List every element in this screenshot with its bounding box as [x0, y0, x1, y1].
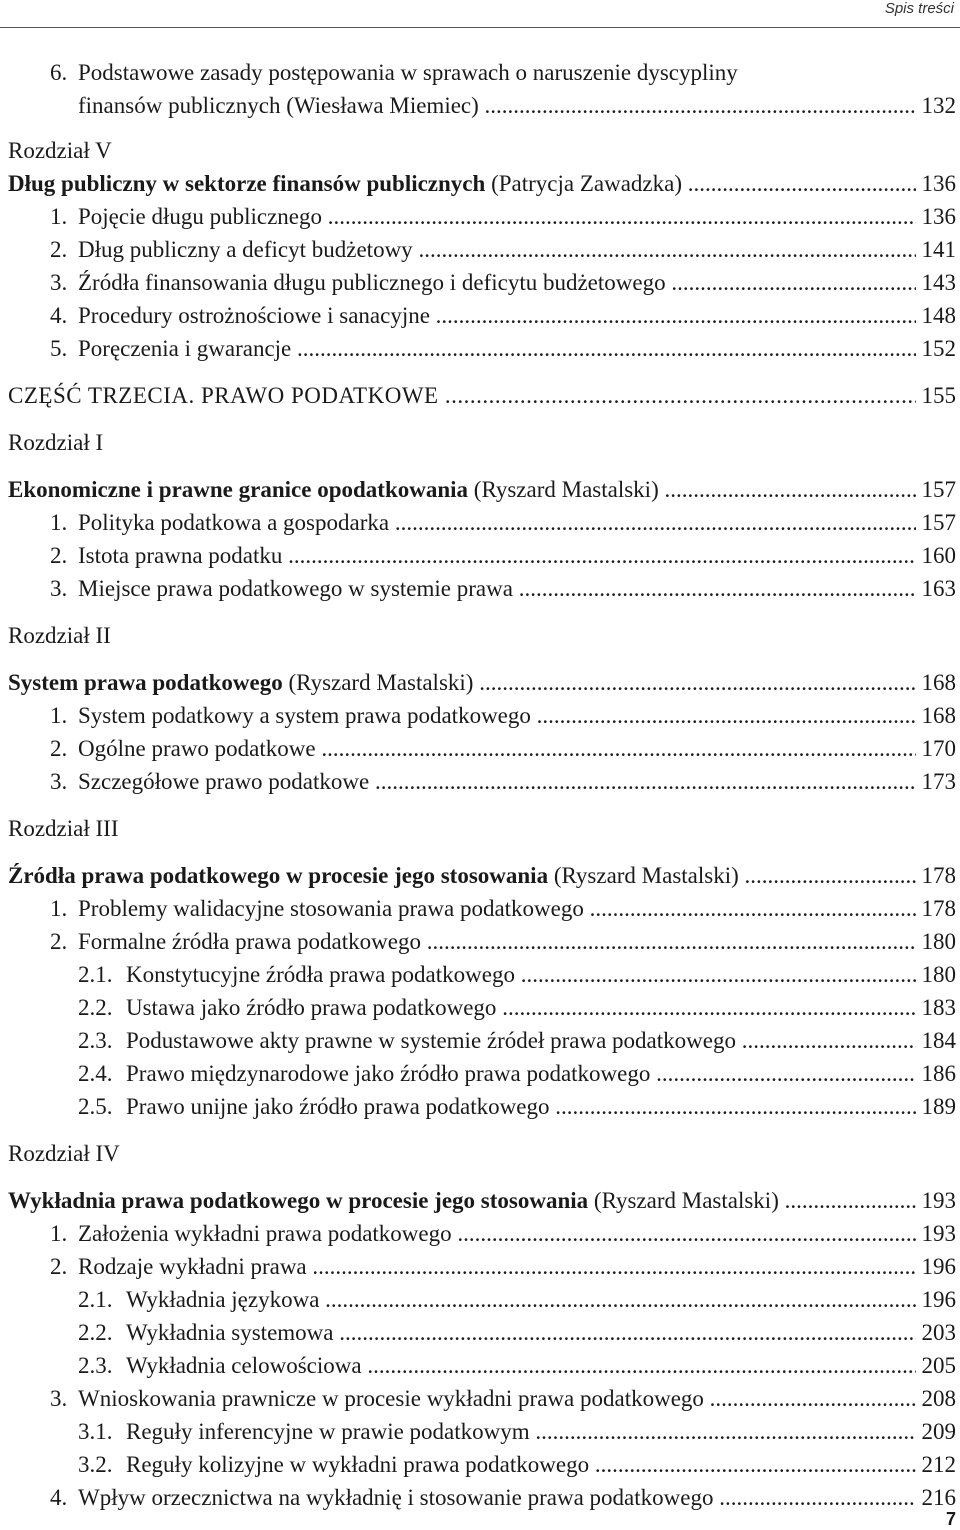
- entry-text: Wykładnia celowościowa .....: [126, 1349, 916, 1382]
- entry-page: 173: [919, 765, 957, 798]
- toc-entry[interactable]: [8, 332, 956, 365]
- toc-entry[interactable]: [8, 1481, 956, 1514]
- entry-number: 1.: [50, 1221, 68, 1246]
- entry-text: Prawo unijne jako źródło prawa podatkowego .....: [126, 1090, 916, 1123]
- toc-entry[interactable]: [8, 1448, 956, 1481]
- chapter-heading: Rozdział III: [8, 816, 119, 841]
- table-of-contents: [8, 56, 956, 1514]
- entry-text: Wykładnia systemowa .....: [126, 1316, 916, 1349]
- entry-page: 143: [919, 266, 957, 299]
- entry-number: 2.3.: [78, 1353, 113, 1378]
- toc-entry[interactable]: [8, 1250, 956, 1283]
- entry-text: [8, 167, 916, 200]
- entry-text: Poręczenia i gwarancje .....: [78, 332, 916, 365]
- toc-entry[interactable]: [8, 200, 956, 233]
- toc-entry[interactable]: [8, 572, 956, 605]
- entry-text: Polityka podatkowa a gospodarka .....: [78, 506, 916, 539]
- entry-number: 3.: [50, 769, 68, 794]
- entry-number: 3.: [50, 1386, 68, 1411]
- entry-number: 2.2.: [78, 995, 113, 1020]
- entry-title-bold: Wykładnia prawa podatkowego w procesie jego stosowania: [8, 1188, 589, 1213]
- entry-page: 212: [919, 1448, 957, 1481]
- chapter-heading: Rozdział I: [8, 430, 104, 455]
- entry-author: (Ryszard Mastalski): [588, 1188, 779, 1213]
- entry-page: 193: [919, 1217, 957, 1250]
- entry-text: [8, 379, 916, 412]
- entry-number: 1.: [50, 204, 68, 229]
- entry-page: 168: [919, 666, 957, 699]
- entry-page: 189: [919, 1090, 957, 1123]
- entry-page: 141: [919, 233, 957, 266]
- entry-number: 2.5.: [78, 1094, 113, 1119]
- entry-page: 216: [919, 1481, 957, 1514]
- entry-text: [8, 859, 916, 892]
- toc-entry[interactable]: [8, 539, 956, 572]
- toc-entry[interactable]: [8, 1024, 956, 1057]
- chapter-heading: Rozdział IV: [8, 1141, 120, 1166]
- entry-text: finansów publicznych (Wiesława Miemiec) .....: [78, 89, 916, 122]
- entry-number: 4.: [50, 1485, 68, 1510]
- entry-text: Problemy walidacyjne stosowania prawa podatkowego .....: [78, 892, 916, 925]
- entry-text: Wpływ orzecznictwa na wykładnię i stosowanie prawa podatkowego .....: [78, 1481, 916, 1514]
- entry-page: 193: [919, 1184, 957, 1217]
- entry-text: System podatkowy a system prawa podatkowego .....: [78, 699, 916, 732]
- toc-entry[interactable]: [8, 1057, 956, 1090]
- toc-entry[interactable]: [8, 266, 956, 299]
- toc-entry[interactable]: [8, 473, 956, 506]
- entry-number: 2.: [50, 736, 68, 761]
- entry-text: [8, 666, 916, 699]
- toc-entry[interactable]: [8, 1316, 956, 1349]
- entry-number: 2.: [50, 1254, 68, 1279]
- entry-text: Reguły inferencyjne w prawie podatkowym .....: [126, 1415, 916, 1448]
- entry-number: 3.: [50, 270, 68, 295]
- toc-entry[interactable]: [8, 233, 956, 266]
- entry-text: Istota prawna podatku .....: [78, 539, 916, 572]
- entry-page: 178: [919, 859, 957, 892]
- entry-number: 2.3.: [78, 1028, 113, 1053]
- toc-entry[interactable]: [8, 1090, 956, 1123]
- entry-text: Szczegółowe prawo podatkowe .....: [78, 765, 916, 798]
- entry-text: Reguły kolizyjne w wykładni prawa podatkowego .....: [126, 1448, 916, 1481]
- entry-page: 152: [919, 332, 957, 365]
- entry-page: 209: [919, 1415, 957, 1448]
- entry-page: 157: [919, 473, 957, 506]
- chapter-heading: Rozdział II: [8, 623, 111, 648]
- entry-number: 1.: [50, 896, 68, 921]
- toc-entry[interactable]: [8, 732, 956, 765]
- entry-text: [8, 1184, 916, 1217]
- entry-page: 160: [919, 539, 957, 572]
- toc-entry[interactable]: [8, 299, 956, 332]
- entry-number: 2.: [50, 929, 68, 954]
- entry-page: 148: [919, 299, 957, 332]
- toc-entry[interactable]: [8, 765, 956, 798]
- entry-author: (Patrycja Zawadzka): [485, 171, 682, 196]
- entry-page: 180: [919, 925, 957, 958]
- entry-author: (Ryszard Mastalski): [548, 863, 739, 888]
- entry-text: Dług publiczny a deficyt budżetowy .....: [78, 233, 916, 266]
- entry-page: 132: [919, 89, 957, 122]
- entry-number: 2.4.: [78, 1061, 113, 1086]
- entry-number: 2.1.: [78, 962, 113, 987]
- toc-entry[interactable]: [8, 991, 956, 1024]
- entry-text: Pojęcie długu publicznego .....: [78, 200, 916, 233]
- part-title: CZĘŚĆ TRZECIA. PRAWO PODATKOWE: [8, 383, 439, 408]
- entry-text: Procedury ostrożnościowe i sanacyjne .....: [78, 299, 916, 332]
- entry-page: 186: [919, 1057, 957, 1090]
- entry-title-bold: System prawa podatkowego: [8, 670, 283, 695]
- entry-page: 157: [919, 506, 957, 539]
- toc-entry[interactable]: [8, 925, 956, 958]
- entry-author: (Ryszard Mastalski): [282, 670, 474, 695]
- toc-entry[interactable]: [8, 1283, 956, 1316]
- entry-text: Formalne źródła prawa podatkowego .....: [78, 925, 916, 958]
- entry-text: Ustawa jako źródło prawa podatkowego .....: [126, 991, 916, 1024]
- entry-title-bold: Źródła prawa podatkowego w procesie jego stosowania: [8, 863, 549, 888]
- entry-text: Konstytucyjne źródła prawa podatkowego .....: [126, 958, 916, 991]
- entry-page: 196: [919, 1283, 957, 1316]
- entry-number: 3.1.: [78, 1419, 113, 1444]
- toc-entry[interactable]: [8, 1415, 956, 1448]
- entry-page: 178: [919, 892, 957, 925]
- entry-page: 208: [919, 1382, 957, 1415]
- toc-entry[interactable]: [8, 167, 956, 200]
- entry-page: 196: [919, 1250, 957, 1283]
- entry-text: Wnioskowania prawnicze w procesie wykładni prawa podatkowego .....: [78, 1382, 916, 1415]
- entry-number: 2.2.: [78, 1320, 113, 1345]
- toc-entry[interactable]: [8, 699, 956, 732]
- entry-page: 180: [919, 958, 957, 991]
- entry-number: 1.: [50, 510, 68, 535]
- toc-entry[interactable]: [8, 958, 956, 991]
- entry-title-bold: Ekonomiczne i prawne granice opodatkowania: [8, 477, 469, 502]
- chapter-heading: Rozdział V: [8, 138, 112, 163]
- toc-entry[interactable]: [8, 892, 956, 925]
- entry-page: 205: [919, 1349, 957, 1382]
- entry-page: 184: [919, 1024, 957, 1057]
- entry-text: Podustawowe akty prawne w systemie źródeł prawa podatkowego .....: [126, 1024, 916, 1057]
- running-head: Spis treści: [884, 0, 954, 17]
- entry-text: Rodzaje wykładni prawa .....: [78, 1250, 916, 1283]
- entry-title-bold: Dług publiczny w sektorze finansów publicznych: [8, 171, 486, 196]
- entry-number: 1.: [50, 703, 68, 728]
- entry-page: 168: [919, 699, 957, 732]
- entry-page: 155: [919, 379, 957, 412]
- toc-entry[interactable]: [8, 506, 956, 539]
- entry-text: [8, 473, 916, 506]
- entry-number: 5.: [50, 336, 68, 361]
- entry-text: Źródła finansowania długu publicznego i deficytu budżetowego .....: [78, 266, 916, 299]
- entry-number: 2.: [50, 543, 68, 568]
- toc-entry[interactable]: [8, 379, 956, 412]
- entry-page: 163: [919, 572, 957, 605]
- entry-page: 203: [919, 1316, 957, 1349]
- toc-entry-line[interactable]: [8, 56, 956, 89]
- entry-page: 136: [919, 167, 957, 200]
- entry-page: 183: [919, 991, 957, 1024]
- page-number: 7: [945, 1509, 956, 1529]
- entry-page: 136: [919, 200, 957, 233]
- toc-entry[interactable]: [8, 89, 956, 122]
- toc-entry[interactable]: [8, 859, 956, 892]
- entry-number: 6.: [50, 60, 68, 85]
- entry-number: 3.: [50, 576, 68, 601]
- entry-text: Miejsce prawa podatkowego w systemie prawa .....: [78, 572, 916, 605]
- entry-number: 4.: [50, 303, 68, 328]
- entry-text: Podstawowe zasady postępowania w sprawach o naruszenie dyscypliny: [78, 60, 738, 85]
- toc-entry[interactable]: [8, 1184, 956, 1217]
- toc-entry[interactable]: [8, 1382, 956, 1415]
- entry-text: Założenia wykładni prawa podatkowego .....: [78, 1217, 916, 1250]
- header-rule: [0, 27, 960, 28]
- entry-number: 2.1.: [78, 1287, 113, 1312]
- entry-page: 170: [919, 732, 957, 765]
- entry-number: 3.2.: [78, 1452, 113, 1477]
- entry-text: Prawo międzynarodowe jako źródło prawa podatkowego .....: [126, 1057, 916, 1090]
- entry-author: (Ryszard Mastalski): [468, 477, 659, 502]
- entry-text: Wykładnia językowa .....: [126, 1283, 916, 1316]
- toc-entry[interactable]: [8, 666, 956, 699]
- toc-entry[interactable]: [8, 1217, 956, 1250]
- toc-entry[interactable]: [8, 1349, 956, 1382]
- entry-text: Ogólne prawo podatkowe .....: [78, 732, 916, 765]
- entry-number: 2.: [50, 237, 68, 262]
